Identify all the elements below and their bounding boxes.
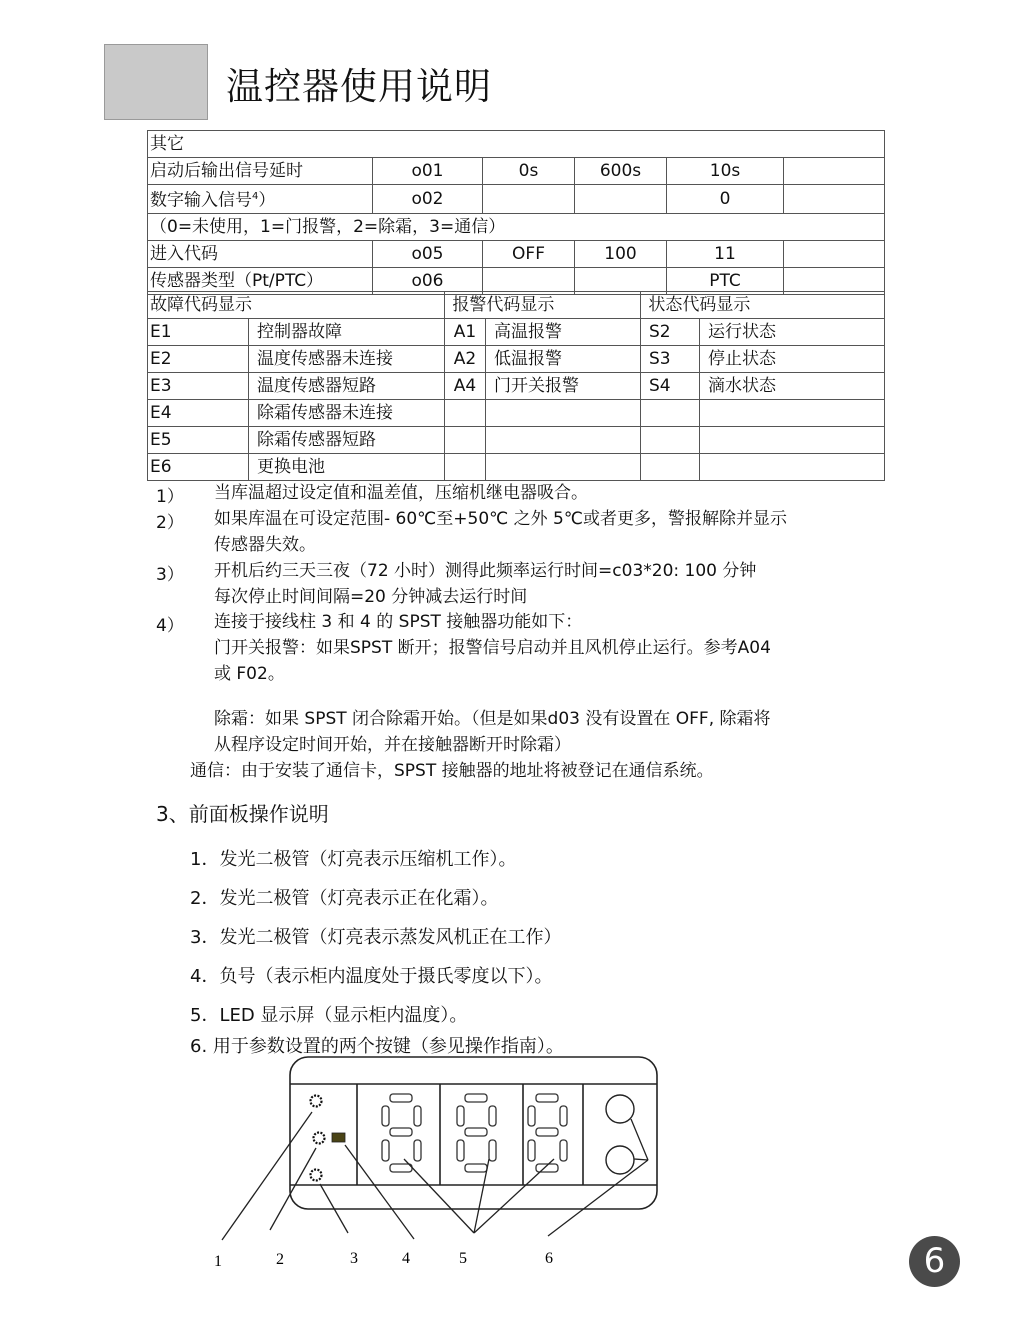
led-3-icon (311, 1170, 322, 1181)
fault-code: E3 (148, 373, 249, 400)
page-title: 温控器使用说明 (226, 65, 492, 108)
section-label: 其它 (148, 131, 885, 158)
param-default: 10s (667, 158, 784, 185)
fault-desc: 除霜传感器未连接 (249, 400, 445, 427)
alarm-code-header: 报警代码显示 (445, 292, 641, 319)
note-line: 每次停止时间间隔=20 分钟减去运行时间 (214, 587, 528, 607)
minus-indicator-icon (332, 1133, 345, 1142)
note-line: 当库温超过设定值和温差值，压缩机继电器吸合。 (214, 483, 588, 503)
param-min: 0s (483, 158, 575, 185)
note-line: 连接于接线柱 3 和 4 的 SPST 接触器功能如下： (214, 612, 583, 632)
param-name: 传感器类型（Pt/PTC） (148, 267, 373, 294)
leader-line-4 (345, 1145, 414, 1239)
panel-item: 3．发光二极管（灯亮表示蒸发风机正在工作） (190, 927, 562, 948)
fault-desc: 更换电池 (249, 454, 445, 481)
leader-line-1 (222, 1112, 312, 1240)
fault-desc: 温度传感器短路 (249, 373, 445, 400)
leader-line-6 (548, 1160, 648, 1236)
communication-line: 通信：由于安装了通信卡，SPST 接触器的地址将被登记在通信系统。 (190, 761, 714, 781)
panel-item: 5．LED 显示屏（显示柜内温度）。 (190, 1005, 468, 1026)
callout-label: 1 (214, 1253, 222, 1270)
alarm-code: A4 (445, 373, 486, 400)
note-number: 2） (156, 513, 184, 533)
note-line: 传感器失效。 (214, 535, 316, 555)
panel-item: 6. 用于参数设置的两个按键（参见操作指南）。 (190, 1036, 564, 1057)
fault-desc: 温度传感器未连接 (249, 346, 445, 373)
status-desc: 运行状态 (700, 319, 885, 346)
param-default: 11 (667, 240, 784, 267)
led-1-icon (311, 1096, 322, 1107)
param-min: OFF (483, 240, 575, 267)
param-max: 100 (575, 240, 667, 267)
fault-code: E4 (148, 400, 249, 427)
digit-1-icon (382, 1094, 421, 1172)
callout-label: 5 (459, 1250, 467, 1267)
note-line: 或 F02。 (214, 664, 285, 684)
callout-label: 4 (402, 1250, 410, 1267)
param-code: o06 (373, 267, 483, 294)
digit-2-icon (457, 1094, 496, 1172)
set-button-icon (606, 1095, 634, 1123)
alarm-desc: 高温报警 (486, 319, 641, 346)
alarm-desc: 低温报警 (486, 346, 641, 373)
param-name: 数字输入信号$^4$） (148, 185, 373, 214)
param-max: 600s (575, 158, 667, 185)
fault-code: E6 (148, 454, 249, 481)
leader-line-5a (404, 1159, 474, 1233)
defrost-line: 除霜：如果 SPST 闭合除霜开始。（但是如果d03 没有设置在 OFF, 除霜将 (214, 709, 771, 729)
status-desc: 滴水状态 (700, 373, 885, 400)
param-code: o05 (373, 240, 483, 267)
alarm-code: A1 (445, 319, 486, 346)
alarm-code: A2 (445, 346, 486, 373)
fault-code-header: 故障代码显示 (148, 292, 445, 319)
status-desc: 停止状态 (700, 346, 885, 373)
note-line: 如果库温在可设定范围- 60℃至+50℃ 之外 5℃或者更多，警报解除并显示 (214, 509, 787, 529)
digit-3-icon (528, 1094, 567, 1172)
page-number-badge: 6 (909, 1236, 960, 1287)
note-line: 开机后约三天三夜（72 小时）测得此频率运行时间=c03*20: 100 分钟 (214, 561, 757, 581)
callout-label: 2 (276, 1251, 284, 1268)
param-name: 启动后输出信号延时 (148, 158, 373, 185)
status-code-header: 状态代码显示 (641, 292, 885, 319)
adjust-button-icon (606, 1146, 634, 1174)
note-number: 3） (156, 565, 184, 585)
leader-line-5c (474, 1159, 554, 1233)
callout-label: 6 (545, 1250, 553, 1267)
panel-item: 4．负号（表示柜内温度处于摄氏零度以下）。 (190, 966, 553, 987)
param-name: 进入代码 (148, 240, 373, 267)
fault-desc: 除霜传感器短路 (249, 427, 445, 454)
fault-code: E5 (148, 427, 249, 454)
status-code: S3 (641, 346, 700, 373)
param-default: 0 (667, 185, 784, 214)
fault-code: E1 (148, 319, 249, 346)
defrost-line: 从程序设定时间开始，并在接触器断开时除霜） (214, 735, 571, 755)
param-code: o01 (373, 158, 483, 185)
param-note: （0=未使用，1=门报警，2=除霜，3=通信） (148, 213, 885, 240)
fault-desc: 控制器故障 (249, 319, 445, 346)
led-2-icon (314, 1133, 325, 1144)
panel-item: 1．发光二极管（灯亮表示压缩机工作）。 (190, 849, 517, 870)
footnote-ref: 4 (252, 191, 259, 202)
leader-line-2 (270, 1148, 316, 1230)
fault-code: E2 (148, 346, 249, 373)
callout-label: 3 (350, 1250, 358, 1267)
leader-line-6c (634, 1159, 648, 1160)
panel-item: 2．发光二极管（灯亮表示正在化霜）。 (190, 888, 499, 909)
status-code: S4 (641, 373, 700, 400)
alarm-desc: 门开关报警 (486, 373, 641, 400)
note-line: 门开关报警：如果SPST 断开；报警信号启动并且风机停止运行。参考A04 (214, 638, 771, 658)
param-default: PTC (667, 267, 784, 294)
status-code: S2 (641, 319, 700, 346)
param-code: o02 (373, 185, 483, 214)
note-number: 4） (156, 616, 184, 636)
note-number: 1） (156, 487, 184, 507)
section-heading: 3、前面板操作说明 (156, 802, 329, 826)
leader-line-6b (631, 1119, 648, 1160)
